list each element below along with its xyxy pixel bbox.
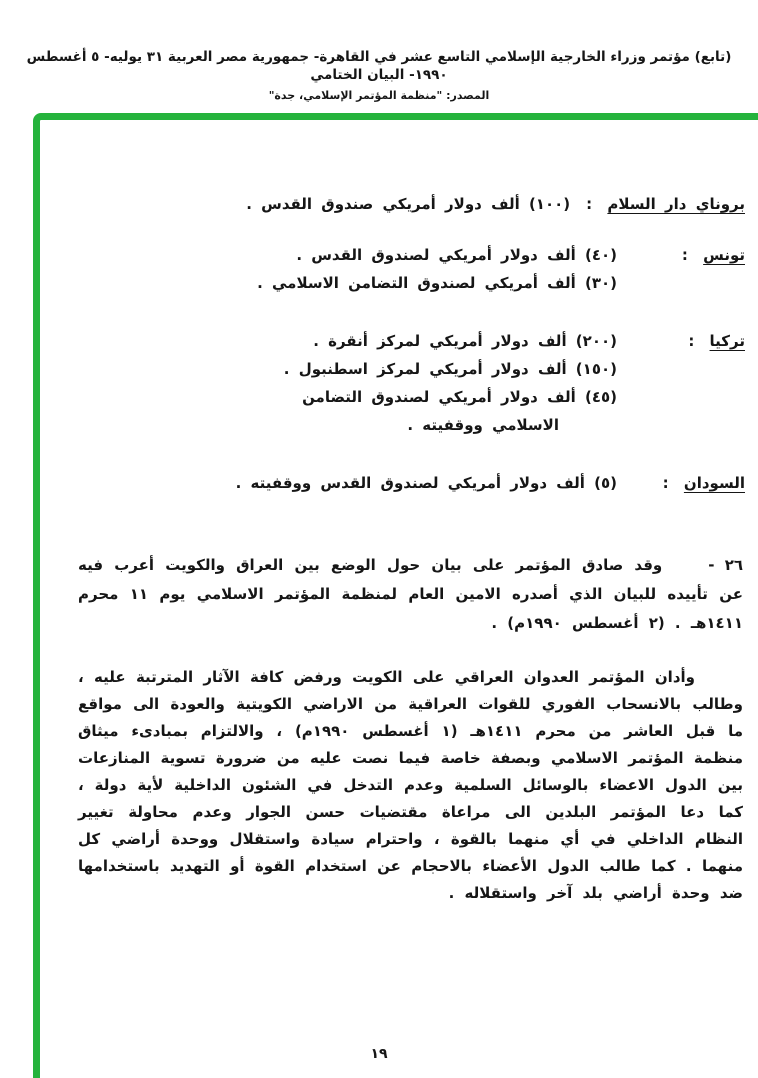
amount-line-continuation: الاسلامي ووقفيته . bbox=[407, 416, 559, 434]
contribution-amounts bbox=[70, 241, 617, 297]
amount-line: (١٥٠) ألف دولار أمريكي لمركز اسطنبول . bbox=[283, 360, 617, 378]
country-label bbox=[586, 190, 745, 218]
amount-line: (١٠٠) ألف دولار أمريكي صندوق القدس . bbox=[246, 195, 571, 213]
contribution-amounts bbox=[70, 190, 570, 218]
country-label bbox=[633, 327, 745, 439]
paragraph-condemnation: وأدان المؤتمر العدوان العراقي على الكويت ورفض كافة الآثار المترتبة عليه ، وطالب بالانسحاب الفوري للقوات العراقية من الاراضي الكويتية والعودة الى مواقع ما قبل العاشر من محرم ١٤١١هـ (١ أغسطس ١٩٩٠م) ، والالتزام بمبادىء ميثاق منظمة المؤتمر الاسلامي وبصفة خاصة فيما نصت عليه من ضرورة تسوية المنازعات بين الدول الاعضاء بالوسائل السلمية وعدم التدخل في الشئون الداخلية لأية دولة ، كما دعا المؤتمر البلدين الى مراعاة مقتضيات حسن الجوار وعدم محاولة تغيير النظام الداخلي في أي منهما بالقوة ، واحترام سيادة واستقلال ووحدة أراضي كل منهما . كما طالب الدول الأعضاء بالاحجام عن استخدام القوة أو التهديد باستخدامها ضد وحدة أراضي بلد آخر واستقلاله . bbox=[78, 668, 743, 902]
paragraph-number: ٢٦ - bbox=[708, 556, 743, 574]
contribution-entry-tunisia bbox=[70, 241, 745, 297]
paragraph-26-text: وقد صادق المؤتمر على بيان حول الوضع بين العراق والكويت أعرب فيه عن تأييده للبيان الذي أصدره الامين العام لمنظمة المؤتمر الاسلامي يوم ١١ محرم ١٤١١هـ . (٢ أغسطس ١٩٩٠م) . bbox=[78, 556, 743, 632]
paragraph-26 bbox=[78, 551, 743, 638]
document-source: المصدر: "منظمة المؤتمر الإسلامي، جدة" bbox=[268, 89, 490, 102]
colon-separator: : bbox=[662, 474, 669, 492]
country-label bbox=[633, 469, 745, 497]
colon-separator: : bbox=[681, 246, 688, 264]
contribution-entry-turkey bbox=[70, 327, 745, 439]
country-name: السودان bbox=[683, 474, 745, 492]
amount-line: (٣٠) ألف أمريكي لصندوق التضامن الاسلامي . bbox=[257, 274, 617, 292]
country-label bbox=[633, 241, 745, 297]
document-header bbox=[0, 0, 758, 102]
page-number: ١٩ bbox=[370, 1046, 388, 1062]
contribution-entry-sudan bbox=[70, 469, 745, 497]
amount-line: (٢٠٠) ألف دولار أمريكي لمركز أنقرة . bbox=[313, 332, 617, 350]
green-frame bbox=[33, 113, 758, 1078]
document-title: (تابع) مؤتمر وزراء الخارجية الإسلامي التاسع عشر في القاهرة- جمهورية مصر العربية ٣١ يوليه- ٥ أغسطس ١٩٩٠- البيان الختامي bbox=[26, 49, 732, 83]
country-name: تركيا bbox=[709, 332, 745, 350]
contribution-amounts bbox=[70, 469, 617, 497]
contribution-amounts bbox=[70, 327, 617, 439]
contribution-entry-brunei bbox=[70, 190, 745, 218]
colon-separator: : bbox=[688, 332, 695, 350]
amount-line: (٤٠) ألف دولار أمريكي لصندوق القدس . bbox=[296, 246, 617, 264]
amount-line: (٤٥) ألف دولار أمريكي لصندوق التضامن bbox=[302, 388, 617, 406]
colon-separator: : bbox=[586, 195, 593, 213]
country-name: بروناي دار السلام bbox=[607, 195, 745, 213]
amount-line: (٥) ألف دولار أمريكي لصندوق القدس ووقفيته . bbox=[235, 474, 617, 492]
country-name: تونس bbox=[703, 246, 745, 264]
